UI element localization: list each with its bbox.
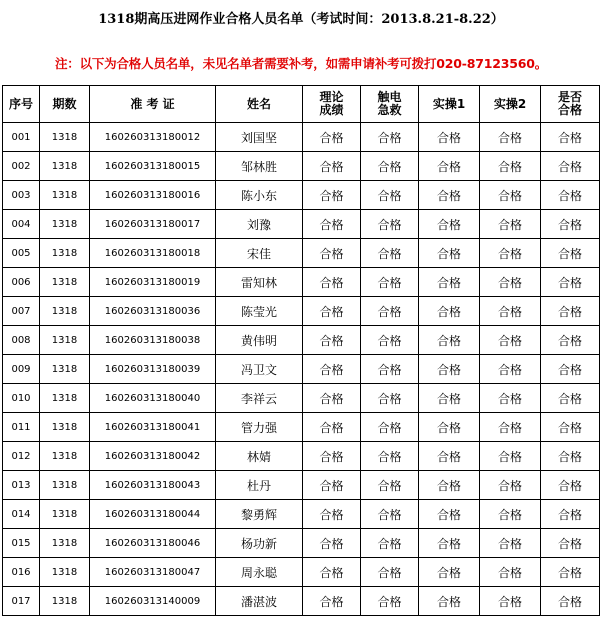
ticket-cell: 160260313180038 — [90, 326, 216, 355]
header-first-aid: 触电 急救 — [361, 86, 419, 123]
name-cell: 杜丹 — [216, 471, 303, 500]
table-body — [3, 123, 600, 616]
ticket-cell: 160260313180044 — [90, 500, 216, 529]
period-cell: 1318 — [40, 297, 90, 326]
first-aid-cell: 合格 — [361, 181, 419, 210]
practical-2-cell: 合格 — [480, 355, 541, 384]
first-aid-cell: 合格 — [361, 442, 419, 471]
name-cell: 黄伟明 — [216, 326, 303, 355]
table-row — [3, 471, 600, 500]
practical-1-cell: 合格 — [419, 297, 480, 326]
theory-cell: 合格 — [303, 210, 361, 239]
practical-1-cell: 合格 — [419, 529, 480, 558]
practical-2-cell: 合格 — [480, 326, 541, 355]
practical-2-cell: 合格 — [480, 268, 541, 297]
notice-text: 注：以下为合格人员名单，未见名单者需要补考，如需申请补考可拨打020-87123560。 — [54, 56, 548, 71]
header-theory: 理论 成绩 — [303, 86, 361, 123]
theory-cell: 合格 — [303, 442, 361, 471]
name-cell: 冯卫文 — [216, 355, 303, 384]
name-cell: 管力强 — [216, 413, 303, 442]
table-row — [3, 152, 600, 181]
seq-cell: 009 — [3, 355, 40, 384]
name-cell: 邹林胜 — [216, 152, 303, 181]
practical-1-cell: 合格 — [419, 123, 480, 152]
qualified-cell: 合格 — [541, 355, 600, 384]
practical-2-cell: 合格 — [480, 442, 541, 471]
header-ticket: 准 考 证 — [90, 86, 216, 123]
period-cell: 1318 — [40, 239, 90, 268]
qualified-cell: 合格 — [541, 239, 600, 268]
table-header-row — [3, 86, 600, 123]
first-aid-cell: 合格 — [361, 529, 419, 558]
qualified-cell: 合格 — [541, 268, 600, 297]
period-cell: 1318 — [40, 529, 90, 558]
period-cell: 1318 — [40, 500, 90, 529]
practical-1-cell: 合格 — [419, 210, 480, 239]
practical-1-cell: 合格 — [419, 442, 480, 471]
table-row — [3, 210, 600, 239]
qualified-cell: 合格 — [541, 123, 600, 152]
period-cell: 1318 — [40, 268, 90, 297]
practical-1-cell: 合格 — [419, 239, 480, 268]
ticket-cell: 160260313180015 — [90, 152, 216, 181]
seq-cell: 011 — [3, 413, 40, 442]
practical-2-cell: 合格 — [480, 471, 541, 500]
ticket-cell: 160260313180040 — [90, 384, 216, 413]
period-cell: 1318 — [40, 326, 90, 355]
seq-cell: 004 — [3, 210, 40, 239]
qualified-cell: 合格 — [541, 558, 600, 587]
period-cell: 1318 — [40, 587, 90, 616]
name-cell: 林婧 — [216, 442, 303, 471]
practical-2-cell: 合格 — [480, 587, 541, 616]
seq-cell: 005 — [3, 239, 40, 268]
period-cell: 1318 — [40, 123, 90, 152]
first-aid-cell: 合格 — [361, 471, 419, 500]
seq-cell: 003 — [3, 181, 40, 210]
name-cell: 黎勇辉 — [216, 500, 303, 529]
practical-1-cell: 合格 — [419, 413, 480, 442]
seq-cell: 007 — [3, 297, 40, 326]
practical-2-cell: 合格 — [480, 384, 541, 413]
qualified-cell: 合格 — [541, 471, 600, 500]
first-aid-cell: 合格 — [361, 587, 419, 616]
first-aid-cell: 合格 — [361, 152, 419, 181]
first-aid-cell: 合格 — [361, 384, 419, 413]
theory-cell: 合格 — [303, 500, 361, 529]
period-cell: 1318 — [40, 181, 90, 210]
table-row — [3, 326, 600, 355]
name-cell: 李祥云 — [216, 384, 303, 413]
practical-1-cell: 合格 — [419, 500, 480, 529]
period-cell: 1318 — [40, 355, 90, 384]
theory-cell: 合格 — [303, 355, 361, 384]
table-row — [3, 413, 600, 442]
theory-cell: 合格 — [303, 413, 361, 442]
practical-2-cell: 合格 — [480, 529, 541, 558]
theory-cell: 合格 — [303, 239, 361, 268]
table-row — [3, 384, 600, 413]
name-cell: 雷知林 — [216, 268, 303, 297]
table-row — [3, 181, 600, 210]
name-cell: 宋佳 — [216, 239, 303, 268]
table-row — [3, 587, 600, 616]
header-period: 期数 — [40, 86, 90, 123]
seq-cell: 012 — [3, 442, 40, 471]
table-row — [3, 442, 600, 471]
theory-cell: 合格 — [303, 384, 361, 413]
qualified-cell: 合格 — [541, 500, 600, 529]
practical-2-cell: 合格 — [480, 297, 541, 326]
header-practical-1: 实操1 — [419, 86, 480, 123]
practical-2-cell: 合格 — [480, 413, 541, 442]
practical-2-cell: 合格 — [480, 123, 541, 152]
qualified-cell: 合格 — [541, 587, 600, 616]
seq-cell: 010 — [3, 384, 40, 413]
period-cell: 1318 — [40, 413, 90, 442]
ticket-cell: 160260313180018 — [90, 239, 216, 268]
practical-1-cell: 合格 — [419, 326, 480, 355]
table-row — [3, 355, 600, 384]
theory-cell: 合格 — [303, 471, 361, 500]
practical-1-cell: 合格 — [419, 355, 480, 384]
seq-cell: 017 — [3, 587, 40, 616]
ticket-cell: 160260313180042 — [90, 442, 216, 471]
first-aid-cell: 合格 — [361, 268, 419, 297]
ticket-cell: 160260313180012 — [90, 123, 216, 152]
first-aid-cell: 合格 — [361, 123, 419, 152]
name-cell: 陈小东 — [216, 181, 303, 210]
theory-cell: 合格 — [303, 181, 361, 210]
theory-cell: 合格 — [303, 529, 361, 558]
first-aid-cell: 合格 — [361, 210, 419, 239]
theory-cell: 合格 — [303, 123, 361, 152]
seq-cell: 014 — [3, 500, 40, 529]
seq-cell: 006 — [3, 268, 40, 297]
qualified-cell: 合格 — [541, 413, 600, 442]
ticket-cell: 160260313180019 — [90, 268, 216, 297]
ticket-cell: 160260313180039 — [90, 355, 216, 384]
seq-cell: 013 — [3, 471, 40, 500]
seq-cell: 016 — [3, 558, 40, 587]
practical-1-cell: 合格 — [419, 471, 480, 500]
qualified-cell: 合格 — [541, 152, 600, 181]
period-cell: 1318 — [40, 210, 90, 239]
qualified-cell: 合格 — [541, 442, 600, 471]
theory-cell: 合格 — [303, 297, 361, 326]
practical-1-cell: 合格 — [419, 384, 480, 413]
ticket-cell: 160260313140009 — [90, 587, 216, 616]
period-cell: 1318 — [40, 471, 90, 500]
table-row — [3, 529, 600, 558]
table-row — [3, 239, 600, 268]
period-cell: 1318 — [40, 442, 90, 471]
header-seq: 序号 — [3, 86, 40, 123]
header-practical-2: 实操2 — [480, 86, 541, 123]
first-aid-cell: 合格 — [361, 239, 419, 268]
first-aid-cell: 合格 — [361, 558, 419, 587]
header-name: 姓名 — [216, 86, 303, 123]
name-cell: 陈莹光 — [216, 297, 303, 326]
seq-cell: 001 — [3, 123, 40, 152]
ticket-cell: 160260313180017 — [90, 210, 216, 239]
first-aid-cell: 合格 — [361, 355, 419, 384]
theory-cell: 合格 — [303, 326, 361, 355]
practical-2-cell: 合格 — [480, 210, 541, 239]
ticket-cell: 160260313180046 — [90, 529, 216, 558]
practical-1-cell: 合格 — [419, 587, 480, 616]
ticket-cell: 160260313180016 — [90, 181, 216, 210]
document-title: 1318期高压进网作业合格人员名单（考试时间：2013.8.21-8.22） — [98, 12, 504, 27]
qualified-cell: 合格 — [541, 384, 600, 413]
period-cell: 1318 — [40, 152, 90, 181]
qualified-cell: 合格 — [541, 297, 600, 326]
theory-cell: 合格 — [303, 268, 361, 297]
ticket-cell: 160260313180041 — [90, 413, 216, 442]
qualified-cell: 合格 — [541, 326, 600, 355]
practical-2-cell: 合格 — [480, 239, 541, 268]
name-cell: 潘湛波 — [216, 587, 303, 616]
practical-1-cell: 合格 — [419, 558, 480, 587]
practical-1-cell: 合格 — [419, 268, 480, 297]
table-row — [3, 558, 600, 587]
name-cell: 刘豫 — [216, 210, 303, 239]
first-aid-cell: 合格 — [361, 326, 419, 355]
table-row — [3, 297, 600, 326]
period-cell: 1318 — [40, 558, 90, 587]
practical-2-cell: 合格 — [480, 152, 541, 181]
table-row — [3, 268, 600, 297]
roster-table — [2, 85, 600, 616]
theory-cell: 合格 — [303, 558, 361, 587]
qualified-cell: 合格 — [541, 181, 600, 210]
ticket-cell: 160260313180047 — [90, 558, 216, 587]
seq-cell: 002 — [3, 152, 40, 181]
qualified-cell: 合格 — [541, 210, 600, 239]
table-row — [3, 123, 600, 152]
first-aid-cell: 合格 — [361, 500, 419, 529]
practical-1-cell: 合格 — [419, 181, 480, 210]
first-aid-cell: 合格 — [361, 413, 419, 442]
name-cell: 周永聪 — [216, 558, 303, 587]
seq-cell: 015 — [3, 529, 40, 558]
table-row — [3, 500, 600, 529]
period-cell: 1318 — [40, 384, 90, 413]
practical-2-cell: 合格 — [480, 181, 541, 210]
seq-cell: 008 — [3, 326, 40, 355]
ticket-cell: 160260313180043 — [90, 471, 216, 500]
ticket-cell: 160260313180036 — [90, 297, 216, 326]
name-cell: 杨功新 — [216, 529, 303, 558]
name-cell: 刘国坚 — [216, 123, 303, 152]
first-aid-cell: 合格 — [361, 297, 419, 326]
header-qualified: 是否 合格 — [541, 86, 600, 123]
theory-cell: 合格 — [303, 587, 361, 616]
theory-cell: 合格 — [303, 152, 361, 181]
practical-2-cell: 合格 — [480, 500, 541, 529]
practical-1-cell: 合格 — [419, 152, 480, 181]
practical-2-cell: 合格 — [480, 558, 541, 587]
qualified-cell: 合格 — [541, 529, 600, 558]
